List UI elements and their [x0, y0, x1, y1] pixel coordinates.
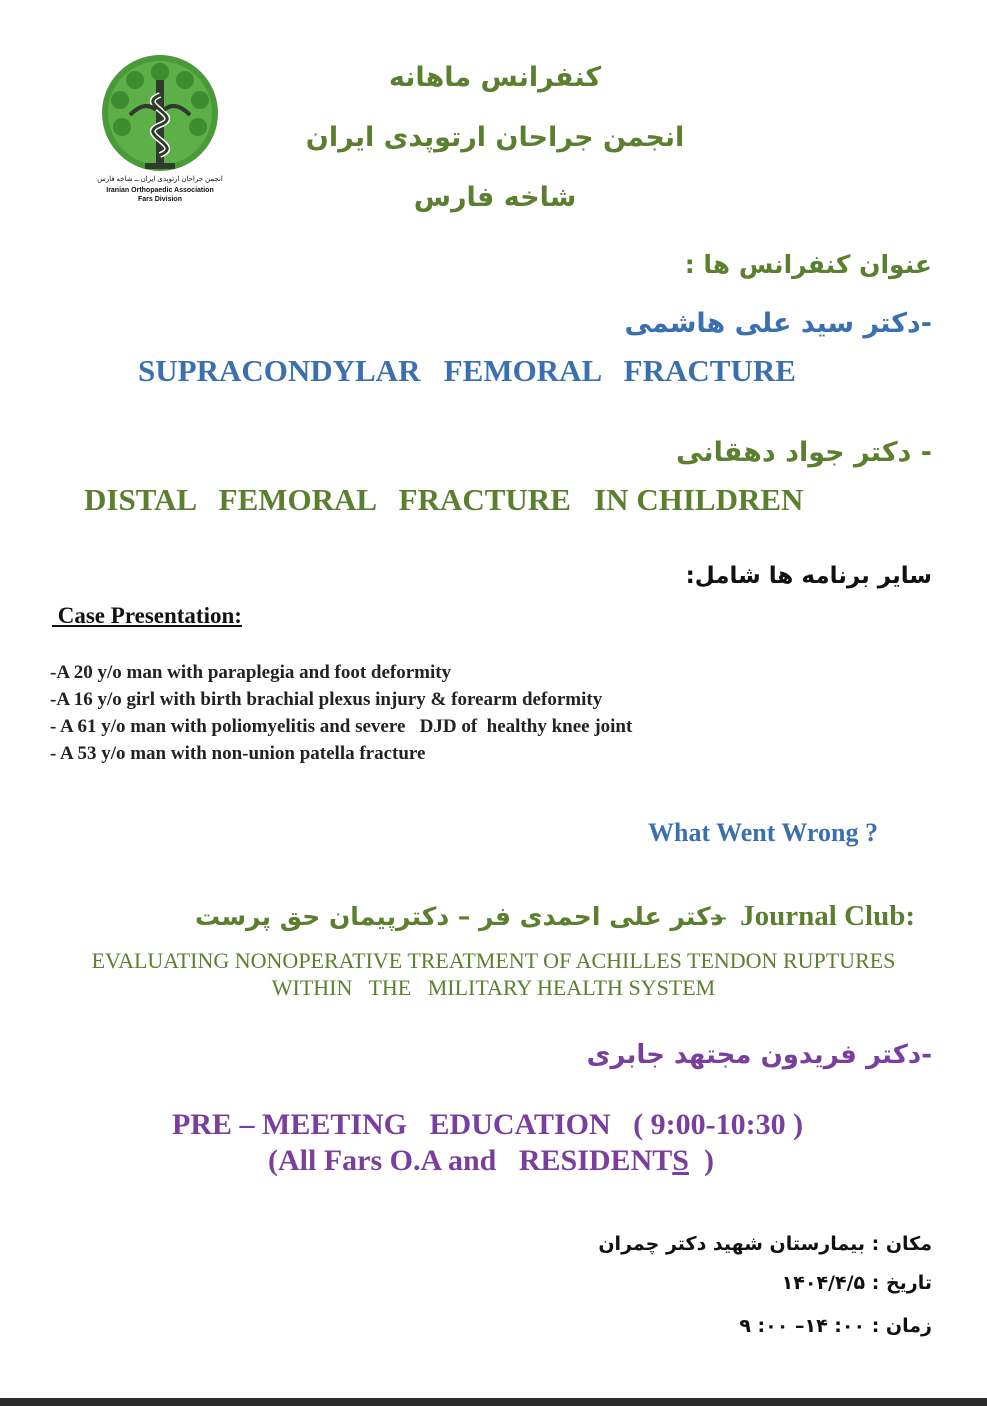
- talk1-speaker: -دکتر سید علی هاشمی: [624, 308, 932, 339]
- case-item-1: -A 20 y/o man with paraplegia and foot deformity: [50, 662, 452, 683]
- pre-meeting-line-1: PRE – MEETING EDUCATION ( 9:00-10:30 ): [172, 1108, 804, 1141]
- bottom-bar: [0, 1398, 987, 1406]
- logo-caption-en-2: Fars Division: [138, 196, 182, 203]
- case-item-2: -A 16 y/o girl with birth brachial plexus injury & forearm deformity: [50, 689, 603, 710]
- tree-caduceus-logo-icon: [90, 55, 230, 175]
- conference-titles-heading: عنوان کنفرانس ها :: [684, 250, 932, 279]
- logo-caption-fa: انجمن جراحان ارتوپدی ایران ــ شاخه فارس: [97, 176, 223, 183]
- other-programs-heading: سایر برنامه ها شامل:: [685, 563, 932, 589]
- what-went-wrong: What Went Wrong ?: [648, 818, 878, 847]
- journal-club-title-line-1: EVALUATING NONOPERATIVE TREATMENT OF ACHILLES TENDON RUPTURES: [91, 948, 896, 973]
- journal-club-label: – Journal Club:: [711, 900, 915, 932]
- talk1-title: SUPRACONDYLAR FEMORAL FRACTURE: [138, 353, 796, 388]
- event-time: زمان : ۰۰: ۱۴– ۰۰: ۹: [739, 1315, 932, 1337]
- talk2-speaker: - دکتر جواد دهقانی: [676, 437, 932, 468]
- journal-club-title-line-2: WITHIN THE MILITARY HEALTH SYSTEM: [271, 975, 716, 1000]
- event-place: مکان : بیمارستان شهید دکتر چمران: [598, 1233, 932, 1255]
- pre-meeting-line-2: [268, 1144, 714, 1178]
- journal-club-presenters: دکتر علی احمدی فر – دکترپیمان حق پرست: [195, 902, 724, 931]
- talk2-title: DISTAL FEMORAL FRACTURE IN CHILDREN: [84, 482, 804, 517]
- case-presentation-label: Case Presentation:: [52, 603, 242, 628]
- logo-caption-en-1: Iranian Orthopaedic Association: [106, 187, 214, 194]
- header-line-1: کنفرانس ماهانه: [388, 62, 602, 93]
- pre-meeting-line-2-prefix: (All Fars O.A and RESIDENT: [268, 1144, 673, 1177]
- case-item-4: - A 53 y/o man with non-union patella fracture: [50, 743, 426, 764]
- pre-meeting-line-2-underlined: S: [672, 1144, 689, 1177]
- case-item-3: - A 61 y/o man with poliomyelitis and severe DJD of healthy knee joint: [50, 716, 633, 737]
- pre-meeting-speaker: -دکتر فریدون مجتهد جابری: [586, 1040, 932, 1070]
- journal-club-row: [195, 898, 915, 938]
- pre-meeting-line-2-suffix: ): [688, 1144, 714, 1177]
- header-line-3: شاخه فارس: [413, 182, 577, 213]
- association-logo: [90, 55, 230, 210]
- event-date: تاریخ : ۱۴۰۴/۴/۵: [781, 1272, 932, 1294]
- header-line-2: انجمن جراحان ارتوپدی ایران: [305, 122, 685, 153]
